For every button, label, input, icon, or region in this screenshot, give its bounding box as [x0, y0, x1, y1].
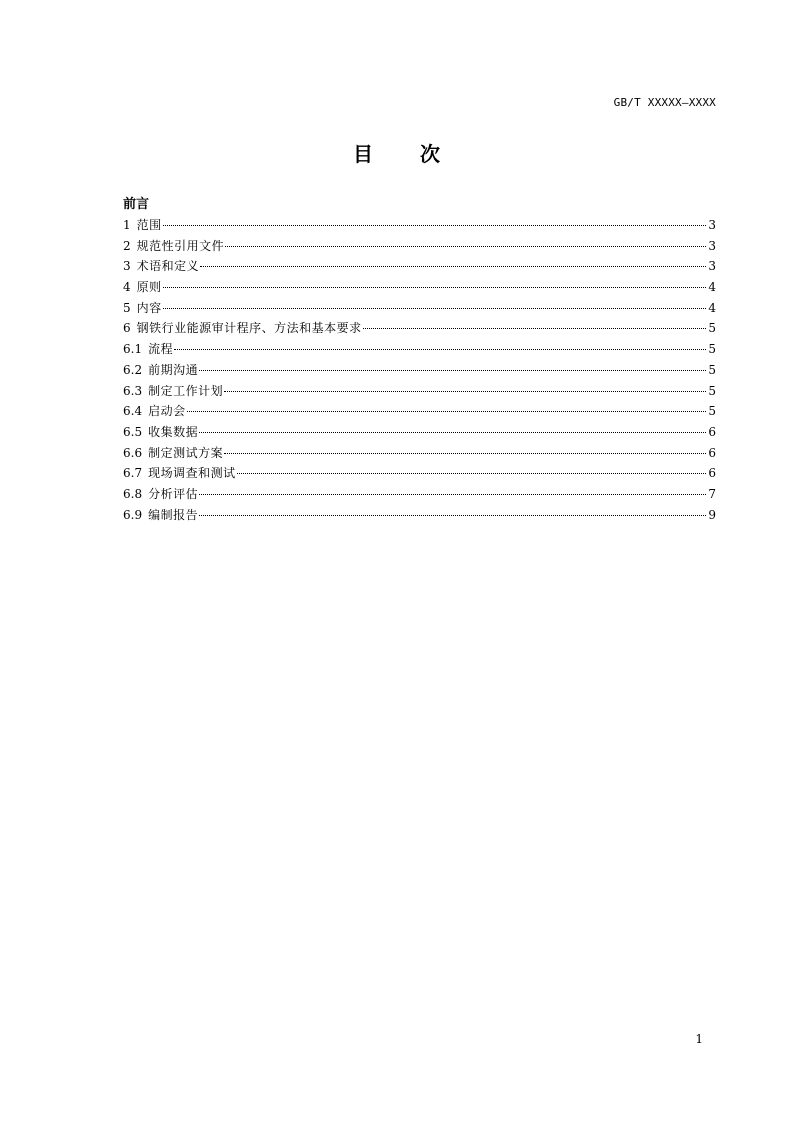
toc-entry-number: 1: [123, 218, 131, 232]
page-title: 目 次: [353, 142, 460, 166]
toc-entry[interactable]: [123, 443, 716, 464]
dot-leader: [163, 287, 707, 288]
toc-entry-number: 3: [123, 259, 131, 274]
toc-entry-number: 6.8: [123, 486, 143, 501]
dot-leader: [174, 349, 706, 350]
toc-entry-title: 原则: [136, 280, 162, 295]
page-number: 1: [695, 1032, 703, 1046]
toc-entry-page: 5: [708, 342, 716, 357]
toc-entry-title: 前期沟通: [148, 362, 199, 377]
toc-entry-number: 6.1: [123, 342, 143, 357]
toc-entry-number: 6: [123, 321, 131, 336]
dot-leader: [224, 453, 706, 454]
toc-entry[interactable]: [123, 318, 716, 339]
toc-entry-title: 编制报告: [148, 507, 199, 522]
toc-entry-title: 术语和定义: [136, 259, 200, 274]
toc-entry-page: 6: [708, 445, 716, 460]
toc-entry[interactable]: [123, 484, 716, 505]
dot-leader: [224, 391, 706, 392]
toc-entry-number: 6.2: [123, 362, 143, 377]
toc-entry-number: 6.9: [123, 507, 143, 522]
toc-entry[interactable]: [123, 215, 716, 236]
toc-entry-page: 7: [708, 486, 716, 501]
toc-entry-page: 5: [708, 362, 716, 377]
dot-leader: [200, 266, 706, 267]
toc-entry-page: 4: [708, 300, 716, 315]
dot-leader: [199, 494, 706, 495]
toc-entry-number: 6.3: [123, 383, 143, 398]
toc-entry-title: 规范性引用文件: [136, 238, 225, 253]
dot-leader: [225, 246, 706, 247]
toc-entry-title: 启动会: [148, 404, 186, 419]
toc-entry[interactable]: [123, 422, 716, 443]
dot-leader: [199, 432, 706, 433]
toc-entry[interactable]: [123, 463, 716, 484]
toc-entry-title: 流程: [148, 342, 174, 357]
toc-entry-page: 4: [708, 280, 716, 295]
toc-list: [123, 215, 716, 525]
dot-leader: [199, 515, 706, 516]
dot-leader: [163, 225, 707, 226]
toc-entry-page: 6: [708, 424, 716, 439]
toc-entry-title: 钢铁行业能源审计程序、方法和基本要求: [136, 321, 362, 336]
toc-entry-page: 5: [708, 404, 716, 419]
toc-entry-page: 5: [708, 321, 716, 336]
standard-code: GB/T XXXXX—XXXX: [613, 96, 716, 109]
toc-entry-page: 3: [708, 259, 716, 274]
toc-entry-number: 6.7: [123, 466, 143, 481]
toc-entry[interactable]: [123, 339, 716, 360]
toc-entry[interactable]: [123, 298, 716, 319]
toc-entry[interactable]: [123, 381, 716, 402]
toc-entry-title: 收集数据: [148, 424, 199, 439]
toc-entry[interactable]: [123, 236, 716, 257]
dot-leader: [163, 308, 707, 309]
toc-entry-number: 5: [123, 300, 131, 315]
dot-leader: [237, 473, 707, 474]
toc-entry-number: 6.5: [123, 424, 143, 439]
toc-entry-number: 4: [123, 280, 131, 295]
toc-entry-number: 6.6: [123, 445, 143, 460]
toc-entry-number: 6.4: [123, 404, 143, 419]
toc-entry-page: 3: [708, 238, 716, 253]
dot-leader: [187, 411, 707, 412]
toc-entry-title: 范围: [136, 218, 162, 232]
table-of-contents: [123, 196, 716, 525]
dot-leader: [199, 370, 706, 371]
toc-entry[interactable]: [123, 360, 716, 381]
toc-entry[interactable]: [123, 401, 716, 422]
toc-entry-title: 制定测试方案: [148, 445, 224, 460]
toc-entry[interactable]: [123, 505, 716, 526]
toc-entry-page: 6: [708, 466, 716, 481]
toc-entry[interactable]: [123, 277, 716, 298]
toc-entry-title: 内容: [136, 300, 162, 315]
toc-entry-title: 制定工作计划: [148, 383, 224, 398]
toc-entry-page: 9: [708, 507, 716, 522]
toc-entry-page: 5: [708, 383, 716, 398]
toc-entry-title: 分析评估: [148, 486, 199, 501]
toc-heading-foreword[interactable]: 前言: [123, 197, 150, 212]
toc-entry-title: 现场调查和测试: [148, 466, 236, 481]
toc-entry[interactable]: [123, 256, 716, 277]
dot-leader: [363, 328, 707, 329]
toc-entry-page: 3: [708, 218, 716, 232]
toc-entry-number: 2: [123, 238, 131, 253]
